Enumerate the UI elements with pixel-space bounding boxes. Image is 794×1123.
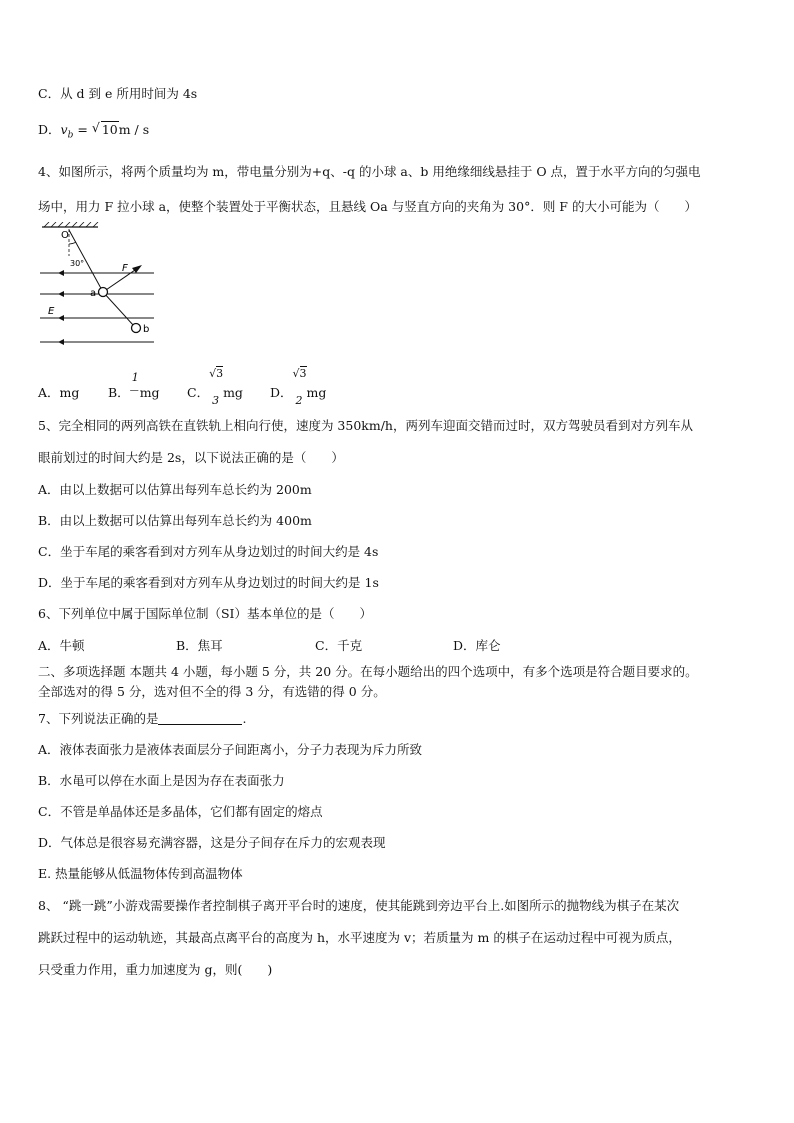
q4-option-c-denominator: 3 [212, 394, 220, 407]
force-f-arrowhead [132, 265, 142, 273]
q4-stem-line1: 4、如图所示，将两个质量均为 m，带电量分别为+q、-q 的小球 a、b 用绝缘细线悬挂于 O 点，置于水平方向的匀强电 [38, 164, 701, 179]
q7-stem [38, 709, 246, 727]
q5-option-c: C．坐于车尾的乘客看到对方列车从身边划过的时间大约是 4s [38, 544, 379, 559]
answer-blank [158, 712, 242, 725]
q7-stem-text: 7、下列说法正确的是 [38, 711, 159, 726]
q4-option-a: A．mg [38, 385, 80, 400]
sqrt-symbol [92, 122, 119, 137]
q3-option-d-prefix: D． [38, 122, 61, 137]
q6-stem: 6、下列单位中属于国际单位制（SI）基本单位的是（ ） [38, 606, 372, 621]
q7-option-b: B．水黾可以停在水面上是因为存在表面张力 [38, 773, 285, 788]
q7-option-c: C．不管是单晶体还是多晶体，它们都有固定的熔点 [38, 804, 323, 819]
formula-root: 10 [101, 122, 118, 137]
formula-v: v [60, 122, 68, 137]
sqrt-d-top: √3 [292, 367, 307, 380]
section2-line1: 二、多项选择题 本题共 4 小题，每小题 5 分，共 20 分。在每小题给出的四个选项中，有多个选项是符合题目要求的。 [38, 664, 698, 679]
label-angle: 30° [70, 259, 85, 268]
q4-option-b-suffix: mg [139, 385, 160, 400]
q6-option-a: A．牛顿 [38, 638, 85, 653]
q7-stem-end: . [242, 711, 247, 726]
label-o: O [61, 230, 69, 241]
q5-stem-line2: 眼前划过的时间大约是 2s，以下说法正确的是（ ） [38, 450, 344, 465]
q4-option-d-numerator: 3 [299, 367, 307, 380]
q4-option-b-prefix: B． [108, 385, 130, 400]
q4-option-c-prefix: C． [187, 385, 210, 400]
q3-option-c: C．从 d 到 e 所用时间为 4s [38, 86, 198, 101]
q4-option-c-numerator: 3 [216, 367, 224, 380]
formula-sub-b: b [67, 130, 74, 141]
ball-b [132, 324, 141, 333]
q4-figure [36, 222, 166, 348]
q4-option-b-numerator: 1 [131, 371, 139, 384]
q6-option-d: D．库仑 [453, 638, 501, 653]
q7-option-a: A．液体表面张力是液体表面层分子间距离小，分子力表现为斥力所致 [38, 742, 423, 757]
q4-option-d-prefix: D． [270, 385, 293, 400]
q5-option-a: A．由以上数据可以估算出每列车总长约为 200m [38, 482, 312, 497]
angle-arc [69, 242, 76, 244]
q5-stem-line1: 5、完全相同的两列高铁在直铁轨上相向行使，速度为 350km/h，两列车迎面交错而过时，双方驾驶员看到对方列车从 [38, 418, 693, 433]
q3-option-d [38, 120, 149, 141]
q7-option-e: E. 热量能够从低温物体传到高温物体 [38, 866, 243, 881]
q6-option-b: B．焦耳 [176, 638, 223, 653]
string-ab [103, 292, 134, 326]
q4-option-c-suffix: mg [223, 385, 243, 400]
q5-option-d: D．坐于车尾的乘客看到对方列车从身边划过的时间大约是 1s [38, 575, 379, 590]
label-a: a [90, 288, 97, 299]
q5-option-b: B．由以上数据可以估算出每列车总长约为 400m [38, 513, 312, 528]
q7-option-d: D．气体总是很容易充满容器，这是分子间存在斥力的宏观表现 [38, 835, 386, 850]
force-f-line [103, 268, 138, 292]
ball-a [99, 288, 108, 297]
label-f: F [122, 263, 128, 274]
q4-option-d [270, 367, 327, 407]
formula-unit: m / s [118, 122, 150, 137]
q6-option-c: C．千克 [315, 638, 363, 653]
formula-eq: = [77, 122, 88, 137]
sqrt-c-top: √3 [209, 367, 224, 380]
q8-stem-line3: 只受重力作用，重力加速度为 g，则( ) [38, 962, 273, 977]
q4-option-b [108, 371, 160, 401]
label-e: E [48, 306, 55, 317]
q8-stem-line2: 跳跃过程中的运动轨迹，其最高点离平台的高度为 h，水平速度为 v；若质量为 m 的棋子在运动过程中可视为质点， [38, 930, 681, 945]
section2-line2: 全部选对的得 5 分，选对但不全的得 3 分，有选错的得 0 分。 [38, 684, 386, 699]
q8-stem-line1: 8、 “跳一跳”小游戏需要操作者控制棋子离开平台时的速度，使其能跳到旁边平台上.如图所示的抛物线为棋子在某次 [38, 898, 680, 913]
ceiling-hatch [44, 222, 98, 227]
q4-stem-line2: 场中，用力 F 拉小球 a，使整个装置处于平衡状态，且悬线 Oa 与竖直方向的夹角为 30°．则 F 的大小可能为（ ） [38, 199, 697, 214]
q4-option-d-suffix: mg [306, 385, 327, 400]
fraction-bar-b: — [129, 386, 139, 396]
q4-option-d-denominator: 2 [295, 394, 303, 407]
label-b: b [143, 324, 150, 335]
q4-option-c [187, 367, 243, 407]
field-arrowheads [58, 270, 64, 345]
